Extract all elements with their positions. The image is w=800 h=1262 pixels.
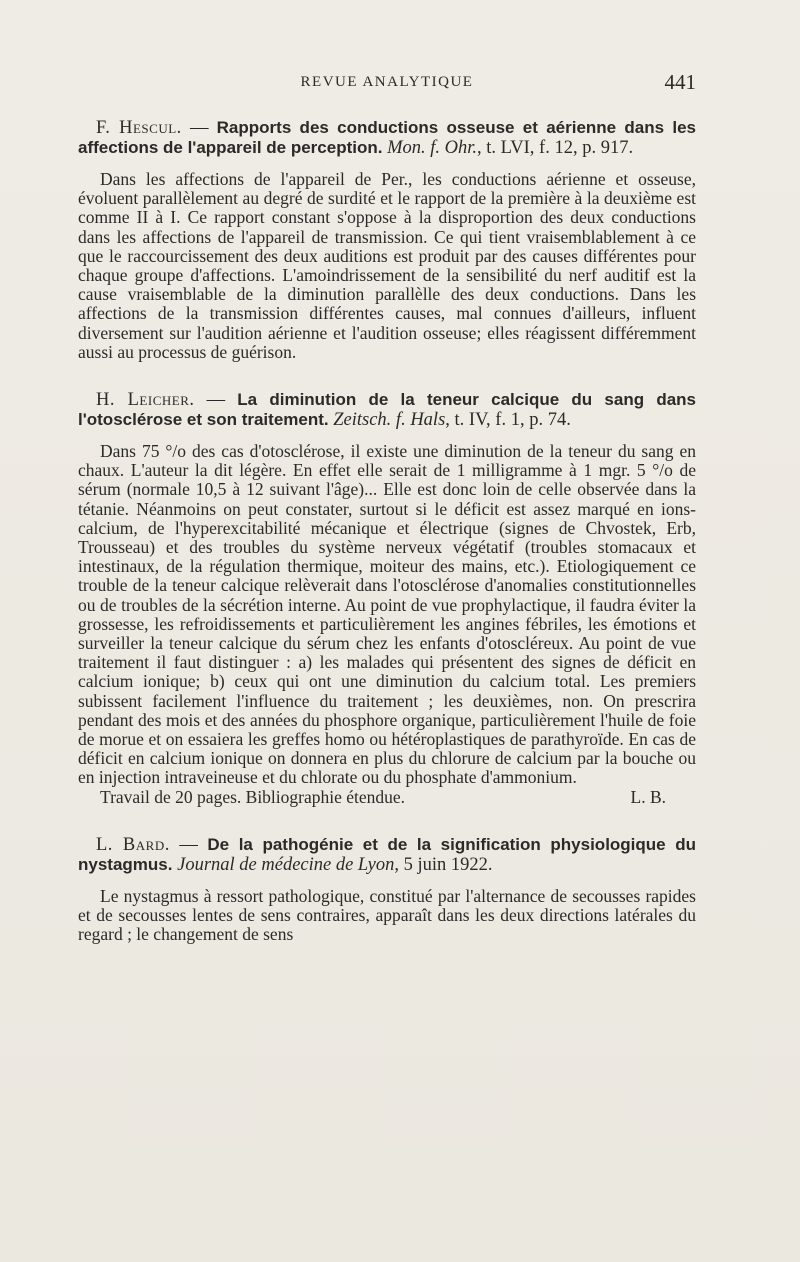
page-number: 441 [664, 70, 696, 94]
citation [78, 118, 696, 158]
dash: — [181, 118, 217, 138]
citation [78, 835, 696, 875]
review-entry-heschl [78, 118, 696, 362]
journal-reference: , t. IV, f. 1, p. 74. [445, 410, 571, 431]
review-entry-bard [78, 835, 696, 945]
page-header [78, 70, 696, 94]
review-body [78, 442, 696, 807]
author: L. Bard. [96, 834, 170, 855]
running-head: REVUE ANALYTIQUE [300, 74, 474, 90]
dash: — [169, 834, 208, 855]
closing-line [78, 788, 696, 807]
review-entry-leicher [78, 390, 696, 807]
paragraph: Le nystagmus à ressort pathologique, constitué par l'alternance de secousses rapides et de secousses lentes de sens contraires, apparaît dans les deux directions latérales du regard ; le changement de sens [78, 885, 696, 945]
author: H. Leicher. [96, 390, 195, 411]
review-body [78, 887, 696, 945]
dash: — [194, 390, 238, 411]
journal-name: Mon. f. Ohr. [387, 138, 478, 158]
review-body [78, 170, 696, 362]
article-title: De la pathogénie et de la signification physiologique du nystagmus. [78, 834, 696, 874]
article-title: Rapports des conductions osseuse et aérienne dans les affections de l'appareil de perception. [78, 118, 697, 157]
journal-reference: , t. LVI, f. 12, p. 917. [477, 138, 634, 158]
article-title: La diminution de la teneur calcique du sang dans l'otosclérose et son traitement. [78, 390, 697, 430]
closing-note: Travail de 20 pages. Bibliographie étendue. [100, 786, 406, 807]
article-reviews [78, 118, 696, 973]
journal-name: Journal de médecine de Lyon [177, 854, 395, 875]
paragraph: Dans 75 °/o des cas d'otosclérose, il existe une diminution de la teneur du sang en chaux. L'auteur la dit légère. En effet elle serait de 1 milligramme à 1 mgr. 5 °/o de sérum (normale 10,5 à 12 suivant l'âge)... Elle est donc loin de celle observée dans la tétanie. Néanmoins on peut constater, surtout si le déficit est assez marqué en ions-calcium, de l'hyperexcitabilité mécanique et électrique (signes de Chvostek, Erb, Trousseau) et des troubles du système nerveux végétatif (troubles stomacaux et intestinaux, de la régulation thermique, moiteur des mains, etc.). Etiologiquement ce trouble de la teneur calcique relèverait dans l'otosclérose d'anomalies constitutionnelles ou de troubles de la sécrétion interne. Au point de vue prophylactique, il faudra éviter la grossesse, les refroidissements et particulièrement les angines fébriles, les émotions et surveiller la teneur calcique du sérum chez les enfants d'otoscléreux. Au point de vue traitement il faut distinguer : a) les malades qui présentent des signes de déficit en calcium ionique; b) ceux qui ont une diminution du calcium total. Les premiers subissent facilement l'influence du traitement ; les deuxièmes, non. On prescrira pendant des mois et des années du phosphore organique, particulièrement l'huile de foie de morue et on essaiera les greffes homo ou hétéroplastiques de parathyroïde. En cas de déficit en calcium ionique on donnera en plus du chlorure de calcium par la bouche ou en injection intraveineuse et du chlorate ou du phosphate d'ammonium. [78, 441, 696, 788]
journal-reference: , 5 juin 1922. [394, 854, 493, 875]
paragraph: Dans les affections de l'appareil de Per., les conductions aérienne et osseuse, évoluent parallèlement au degré de surdité et le rapport de la première à la deuxième est comme II à I. Ce rapport constant s'oppose à la disproportion des deux conductions dans les affections de l'appareil de transmission. Ce qui tient vraisemblablement à ce que le raccourcissement des deux auditions est produit par des causes différentes pour chaque groupe d'affections. L'amoindrissement de la sensibilité du nerf auditif est la cause vraisemblable de la diminution parallèlle des deux conductions. Dans les affections de la transmission différentes causes, mal connues d'ailleurs, influent diversement sur l'audition aérienne et l'audition osseuse; elles réagissent différemment aussi au processus de guérison. [78, 169, 696, 362]
author: F. Hescul. [96, 118, 182, 138]
reviewer-signature: L. B. [630, 786, 666, 807]
citation [78, 390, 696, 430]
journal-name: Zeitsch. f. Hals [333, 410, 446, 431]
